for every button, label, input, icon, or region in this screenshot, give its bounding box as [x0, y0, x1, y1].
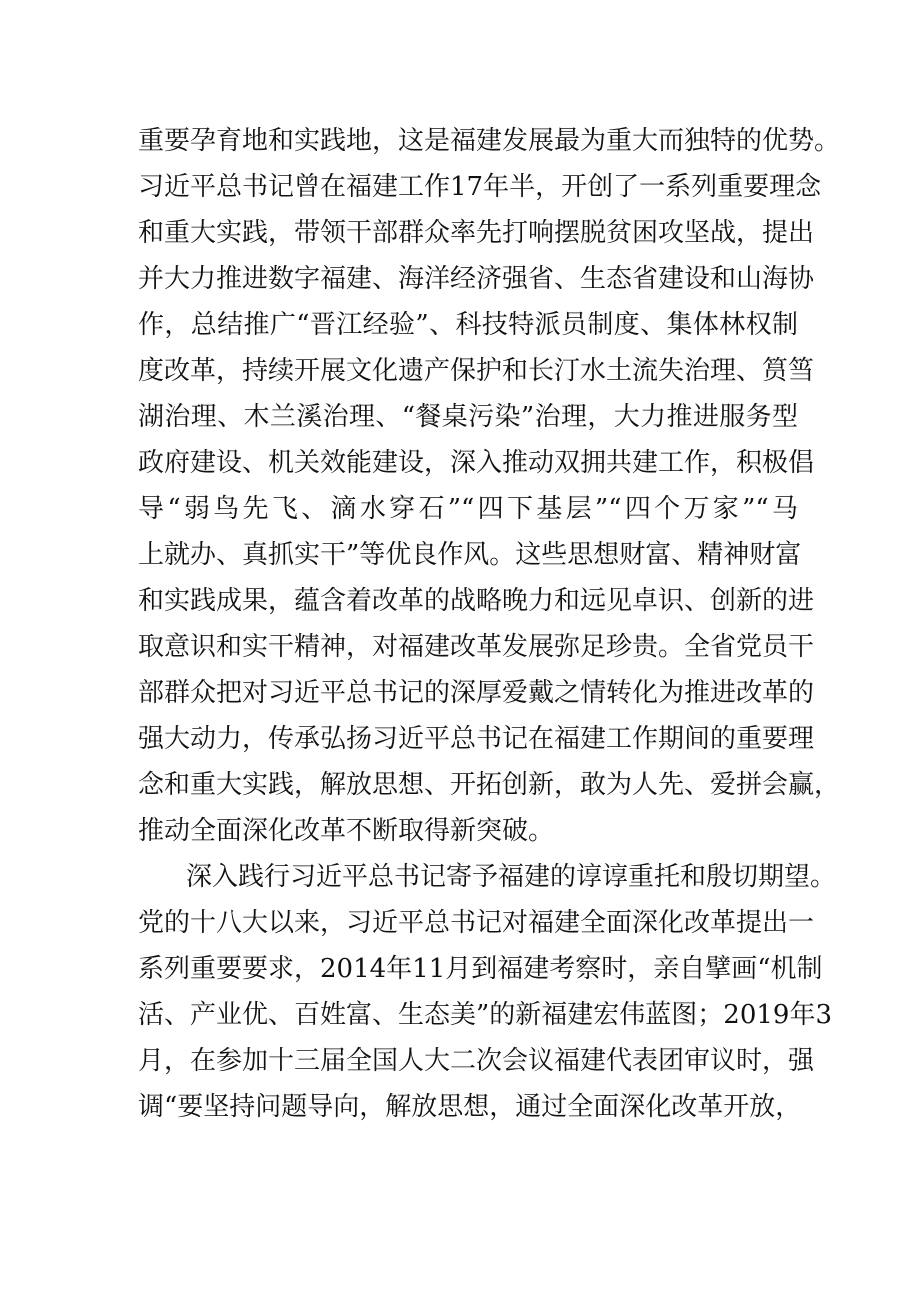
text-line: 系列重要要求，2014年11月到福建考察时，亲自擘画“机制 [138, 954, 823, 984]
text-line: 上就办、真抓实干”等优良作风。这些思想财富、精神财富 [138, 540, 802, 570]
text-line: 念和重大实践，解放思想、开拓创新，敢为人先、爱拼会赢， [138, 770, 841, 800]
text-line: 政府建设、机关效能建设，深入推动双拥共建工作，积极倡 [138, 448, 815, 478]
text-line: 党的十八大以来，习近平总书记对福建全面深化改革提出一 [138, 908, 815, 938]
paragraph-first-line: 深入践行习近平总书记寄予福建的谆谆重托和殷切期望。 [186, 862, 837, 892]
text-line: 和重大实践，带领干部群众率先打响摆脱贫困攻坚战，提出 [138, 218, 815, 248]
text-line: 月，在参加十三届全国人大二次会议福建代表团审议时，强 [138, 1046, 815, 1076]
text-line: 强大动力，传承弘扬习近平总书记在福建工作期间的重要理 [138, 724, 815, 754]
text-line: 湖治理、木兰溪治理、“餐桌污染”治理，大力推进服务型 [138, 402, 798, 432]
text-line: 并大力推进数字福建、海洋经济强省、生态省建设和山海协 [138, 264, 815, 294]
text-line: 习近平总书记曾在福建工作17年半，开创了一系列重要理念 [138, 172, 822, 202]
text-line: 度改革，持续开展文化遗产保护和长汀水土流失治理、筼筜 [138, 356, 815, 386]
body-text [138, 118, 841, 1130]
text-line: 取意识和实干精神，对福建改革发展弥足珍贵。全省党员干 [138, 632, 815, 662]
text-line: 部群众把对习近平总书记的深厚爱戴之情转化为推进改革的 [138, 678, 815, 708]
text-line: 导“弱鸟先飞、滴水穿石”“四下基层”“四个万家”“马 [138, 494, 798, 524]
text-line: 活、产业优、百姓富、生态美”的新福建宏伟蓝图；2019年3 [138, 1000, 833, 1030]
text-line: 调“要坚持问题导向，解放思想，通过全面深化改革开放， [138, 1092, 802, 1122]
text-line: 和实践成果，蕴含着改革的战略晚力和远见卓识、创新的进 [138, 586, 815, 616]
text-line: 重要孕育地和实践地，这是福建发展最为重大而独特的优势。 [138, 126, 841, 156]
paragraph-end-line: 推动全面深化改革不断取得新突破。 [138, 816, 555, 846]
text-line: 作，总结推广“晋江经验”、科技特派员制度、集体林权制 [138, 310, 798, 340]
